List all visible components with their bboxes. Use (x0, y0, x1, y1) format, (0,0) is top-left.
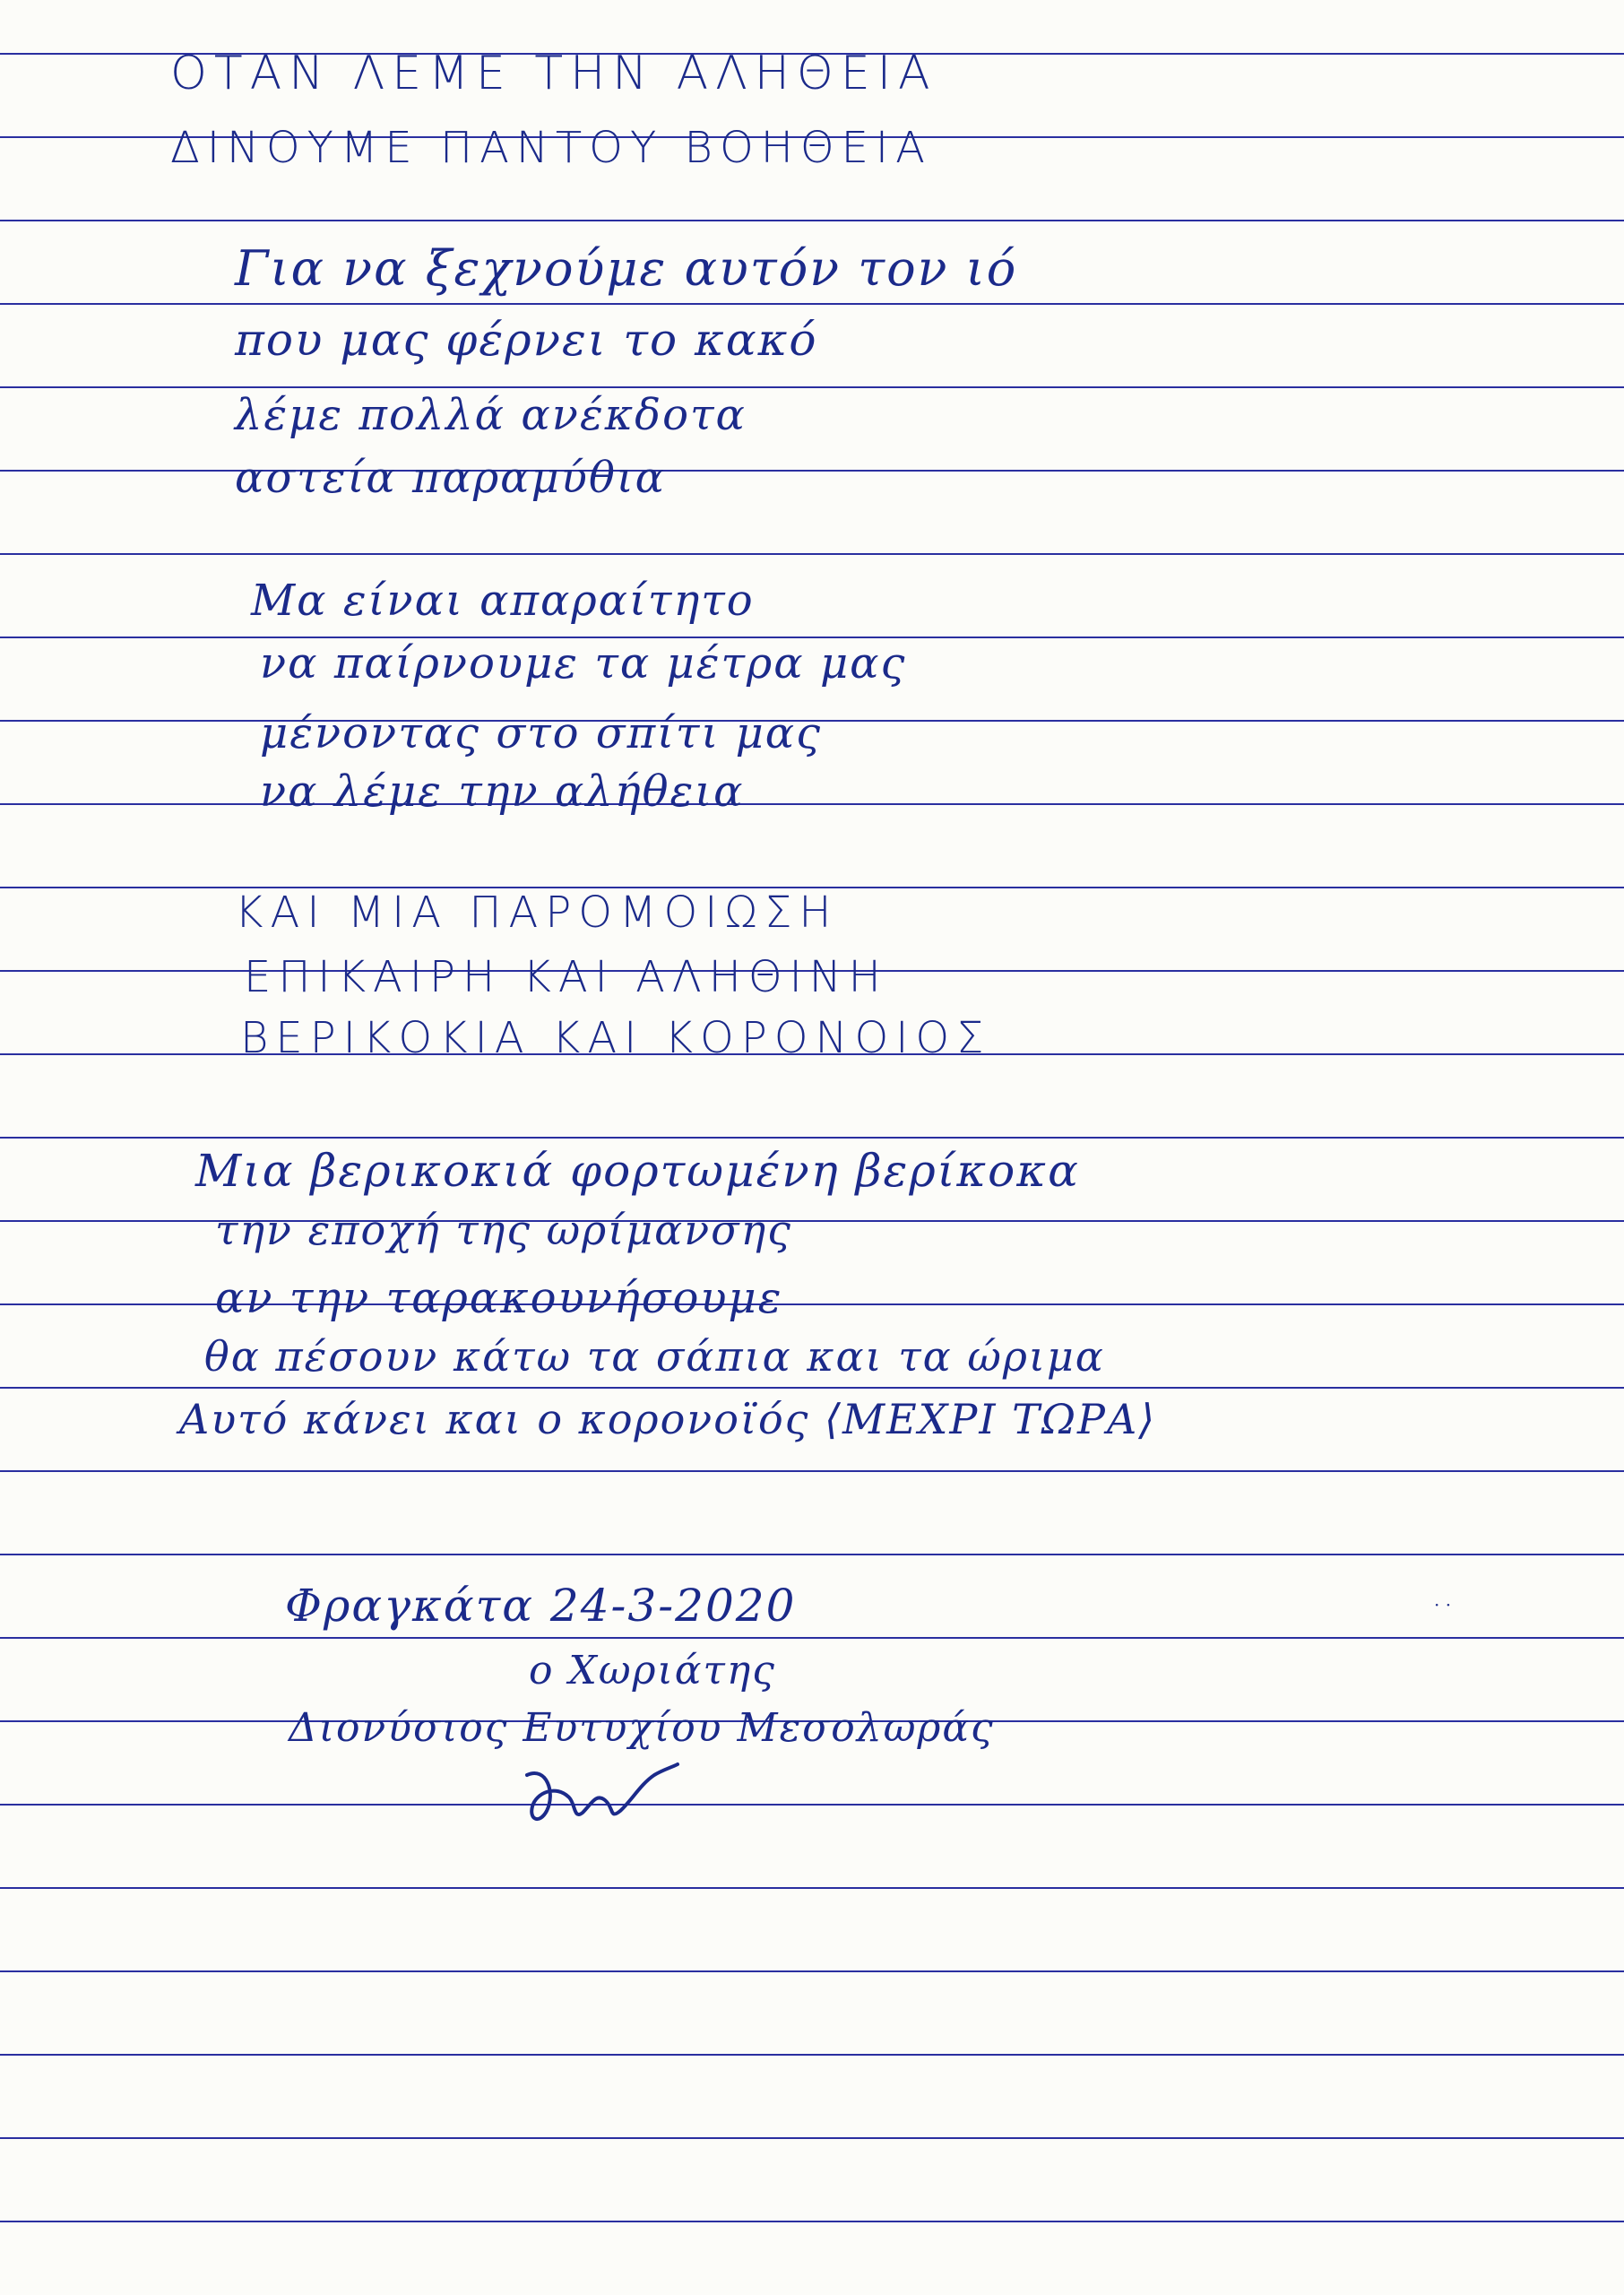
place-date: Φραγκάτα 24-3-2020 (285, 1580, 797, 1632)
stanza2-line-2: να παίρνουμε τα μέτρα μας (260, 638, 907, 688)
stanza3-line-3: ΒΕΡΙΚΟΚΙΑ ΚΑΙ ΚΟΡΟΝΟΙΟΣ (240, 1013, 991, 1063)
stanza1-line-4: αστεία παραμύθια (235, 453, 667, 503)
stanza4-line-5: Αυτό κάνει και ο κορονοϊός ⟨ΜΕΧΡΙ ΤΩΡΑ⟩ (179, 1395, 1157, 1443)
stanza2-line-4: να λέμε την αλήθεια (260, 766, 745, 817)
stanza4-line-3: αν την ταρακουνήσουμε (215, 1273, 783, 1323)
stanza1-line-3: λέμε πολλά ανέκδοτα (235, 390, 747, 440)
title-line-1: ΟΤΑΝ ΛΕΜΕ ΤΗΝ ΑΛΗΘΕΙΑ (170, 47, 937, 100)
stanza4-line-4: θα πέσουν κάτω τα σάπια και τα ώριμα (204, 1332, 1105, 1381)
stanza4-line-2: την εποχή της ωρίμανσης (215, 1206, 792, 1254)
stanza1-line-2: που μας φέρνει το κακό (235, 314, 818, 366)
stanza1-line-1: Για να ξεχνούμε αυτόν τον ιό (235, 240, 1018, 297)
stanza4-line-1: Μια βερικοκιά φορτωμένη βερίκοκα (195, 1145, 1080, 1197)
byline: ο Χωριάτης (529, 1648, 776, 1693)
margin-dots: · · (1434, 1594, 1452, 1615)
stanza3-line-1: ΚΑΙ ΜΙΑ ΠΑΡΟΜΟΙΩΣΗ (235, 888, 839, 938)
stanza2-line-1: Μα είναι απαραίτητο (251, 576, 755, 626)
stanza2-line-3: μένοντας στο σπίτι μας (260, 708, 823, 758)
author-name: Διονύσιος Ευτυχίου Μεσολωράς (289, 1705, 995, 1751)
title-line-2: ΔΙΝΟΥΜΕ ΠΑΝΤΟΥ ΒΟΗΘΕΙΑ (170, 123, 932, 173)
stanza3-line-2: ΕΠΙΚΑΙΡΗ ΚΑΙ ΑΛΗΘΙΝΗ (244, 952, 888, 1002)
signature-mark (520, 1757, 681, 1838)
